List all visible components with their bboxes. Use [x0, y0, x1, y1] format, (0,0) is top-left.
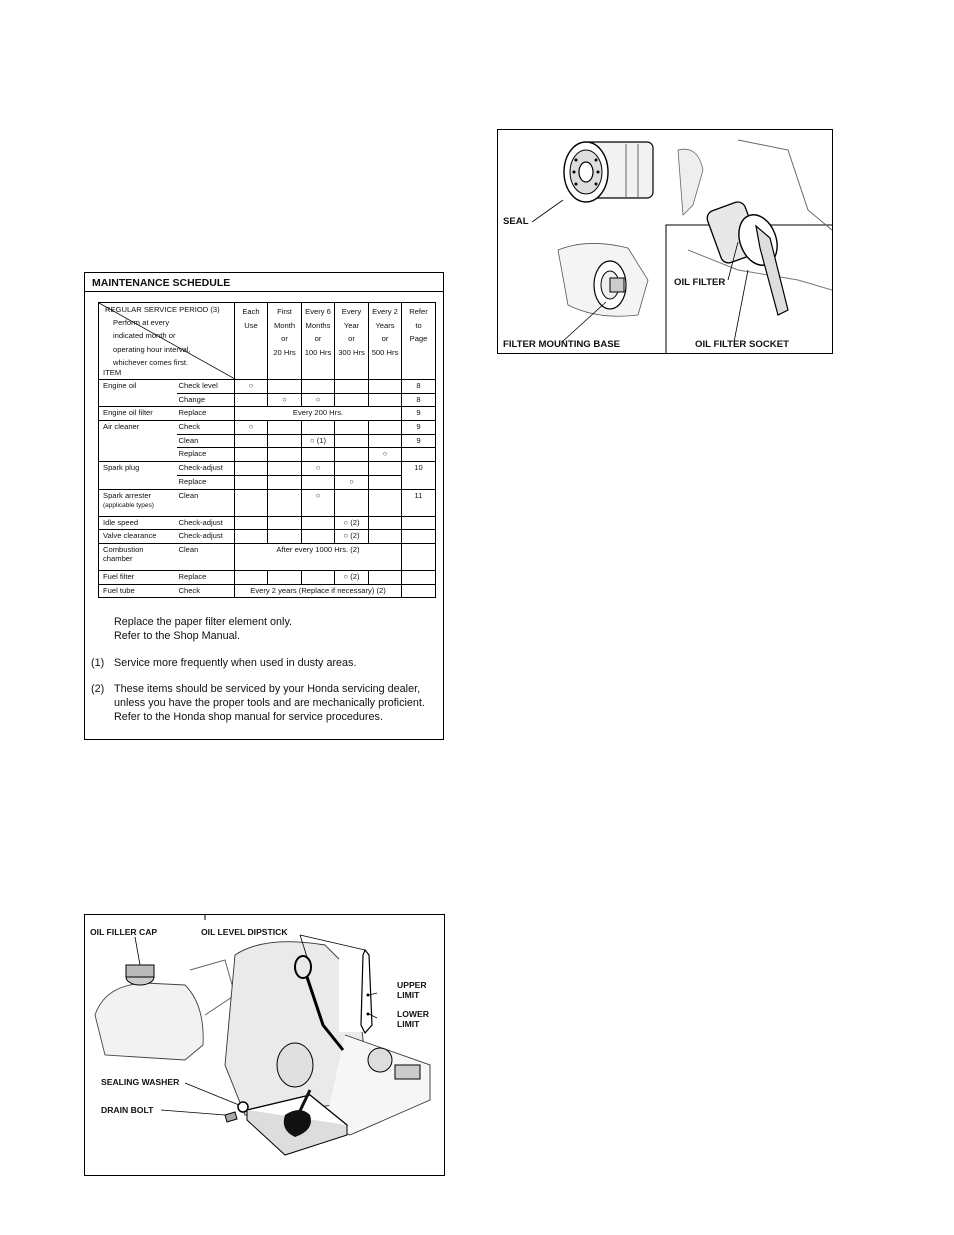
item-cell: Air cleaner — [99, 421, 177, 462]
oil-filter-figure — [497, 129, 833, 354]
oil-filler-cap-label: OIL FILLER CAP — [90, 927, 158, 937]
oil-change-figure — [84, 914, 445, 1176]
span-cell: Every 2 years (Replace if necessary) (2) — [235, 584, 402, 598]
mark-cell: ○ (2) — [335, 516, 369, 530]
table-row — [99, 570, 436, 584]
action-cell: Clean — [177, 489, 235, 516]
item-cell: Engine oil — [99, 380, 177, 407]
item-cell: Fuel filter — [99, 570, 177, 584]
mark-cell: ○ — [302, 489, 335, 516]
action-cell: Clean — [177, 543, 235, 570]
maintenance-table — [98, 302, 436, 598]
span-cell: After every 1000 Hrs. (2) — [235, 543, 402, 570]
action-cell: Check-adjust — [177, 516, 235, 530]
schedule-notes — [91, 616, 439, 738]
mark-cell: ○ — [369, 448, 402, 462]
inset-engine-drawing — [678, 140, 832, 315]
page-cell: 10 — [402, 462, 436, 489]
corner-text: operating hour interval, — [113, 345, 191, 354]
table-row — [99, 516, 436, 530]
mark-cell: ○ (2) — [335, 570, 369, 584]
item-cell: Spark arrester (applicable types) — [99, 489, 177, 516]
action-cell: Check — [177, 584, 235, 598]
table-header-row — [99, 303, 436, 380]
page-cell: 8 — [402, 380, 436, 394]
seal-label: SEAL — [503, 216, 529, 227]
page-cell: 11 — [402, 489, 436, 516]
mark-cell: ○ — [235, 380, 268, 394]
action-cell: Check-adjust — [177, 462, 235, 476]
lower-limit-label: LOWER LIMIT — [397, 1009, 429, 1029]
title-divider — [85, 291, 443, 292]
drain-bolt-label: DRAIN BOLT — [101, 1105, 154, 1115]
item-cell: Idle speed — [99, 516, 177, 530]
page-cell: 9 — [402, 434, 436, 448]
engine-drawing — [225, 942, 430, 1155]
action-cell: Replace — [177, 570, 235, 584]
mark-cell: ○ — [335, 475, 369, 489]
page-cell: 9 — [402, 421, 436, 435]
item-cell: Valve clearance — [99, 530, 177, 544]
mark-cell: ○ (1) — [302, 434, 335, 448]
filter-mounting-base-label: FILTER MOUNTING BASE — [503, 339, 621, 350]
header-each-use: Each Use — [235, 303, 268, 380]
oil-change-illustration — [85, 915, 444, 1175]
note-2: (2) These items should be serviced by your Honda servicing dealer, unless you have the proper tools and are mechanically proficient. Refer to the Honda shop manual for service procedures. — [91, 683, 425, 723]
corner-item-label: ITEM — [103, 367, 122, 377]
corner-text: indicated month or — [113, 331, 176, 340]
table-row — [99, 530, 436, 544]
table-row — [99, 543, 436, 570]
action-cell: Replace — [177, 448, 235, 462]
corner-text: Perform at every — [113, 318, 170, 327]
note-1: (1) Service more frequently when used in dusty areas. — [91, 656, 357, 669]
table-row — [99, 584, 436, 598]
mark-cell: ○ — [302, 462, 335, 476]
table-row — [99, 489, 436, 516]
action-cell: Check level — [177, 380, 235, 394]
filter-cartridge-drawing — [564, 142, 653, 202]
table-row — [99, 421, 436, 435]
mark-cell: ○ — [302, 393, 335, 407]
schedule-title: MAINTENANCE SCHEDULE — [92, 277, 231, 289]
item-cell: Fuel tube — [99, 584, 177, 598]
item-cell: Combustion chamber — [99, 543, 177, 570]
corner-text: whichever comes first. — [113, 358, 189, 367]
header-every-year: Every Year or 300 Hrs — [335, 303, 369, 380]
oil-level-dipstick-label: OIL LEVEL DIPSTICK — [201, 927, 288, 937]
header-corner-cell — [99, 303, 235, 380]
item-cell: Engine oil filter — [99, 407, 177, 421]
mark-cell: ○ (2) — [335, 530, 369, 544]
mark-cell: ○ — [268, 393, 302, 407]
span-cell: Every 200 Hrs. — [235, 407, 402, 421]
table-row — [99, 380, 436, 394]
sealing-washer-label: SEALING WASHER — [101, 1077, 180, 1087]
maintenance-schedule-box — [84, 272, 444, 740]
action-cell: Change — [177, 393, 235, 407]
note-paper-filter: Replace the paper filter element only. Refer to the Shop Manual. — [114, 616, 293, 642]
page-cell: 9 — [402, 407, 436, 421]
action-cell: Check-adjust — [177, 530, 235, 544]
corner-text: REGULAR SERVICE PERIOD (3) — [105, 305, 220, 314]
header-every-2-years: Every 2 Years or 500 Hrs — [369, 303, 402, 380]
action-cell: Replace — [177, 407, 235, 421]
upper-limit-label: UPPER LIMIT — [397, 980, 427, 1000]
item-cell: Spark plug — [99, 462, 177, 489]
table-row — [99, 462, 436, 476]
filler-cap-drawing — [95, 960, 235, 1060]
action-cell: Replace — [177, 475, 235, 489]
action-cell: Clean — [177, 434, 235, 448]
header-refer-page: Refer to Page — [402, 303, 436, 380]
mark-cell: ○ — [235, 421, 268, 435]
header-every-6-months: Every 6 Months or 100 Hrs — [302, 303, 335, 380]
oil-filter-illustration — [498, 130, 832, 353]
oil-filter-socket-label: OIL FILTER SOCKET — [695, 339, 789, 350]
page-cell: 8 — [402, 393, 436, 407]
mounting-base-drawing — [558, 243, 648, 316]
header-first-month: First Month or 20 Hrs — [268, 303, 302, 380]
action-cell: Check — [177, 421, 235, 435]
table-row — [99, 407, 436, 421]
oil-filter-label: OIL FILTER — [674, 277, 726, 288]
